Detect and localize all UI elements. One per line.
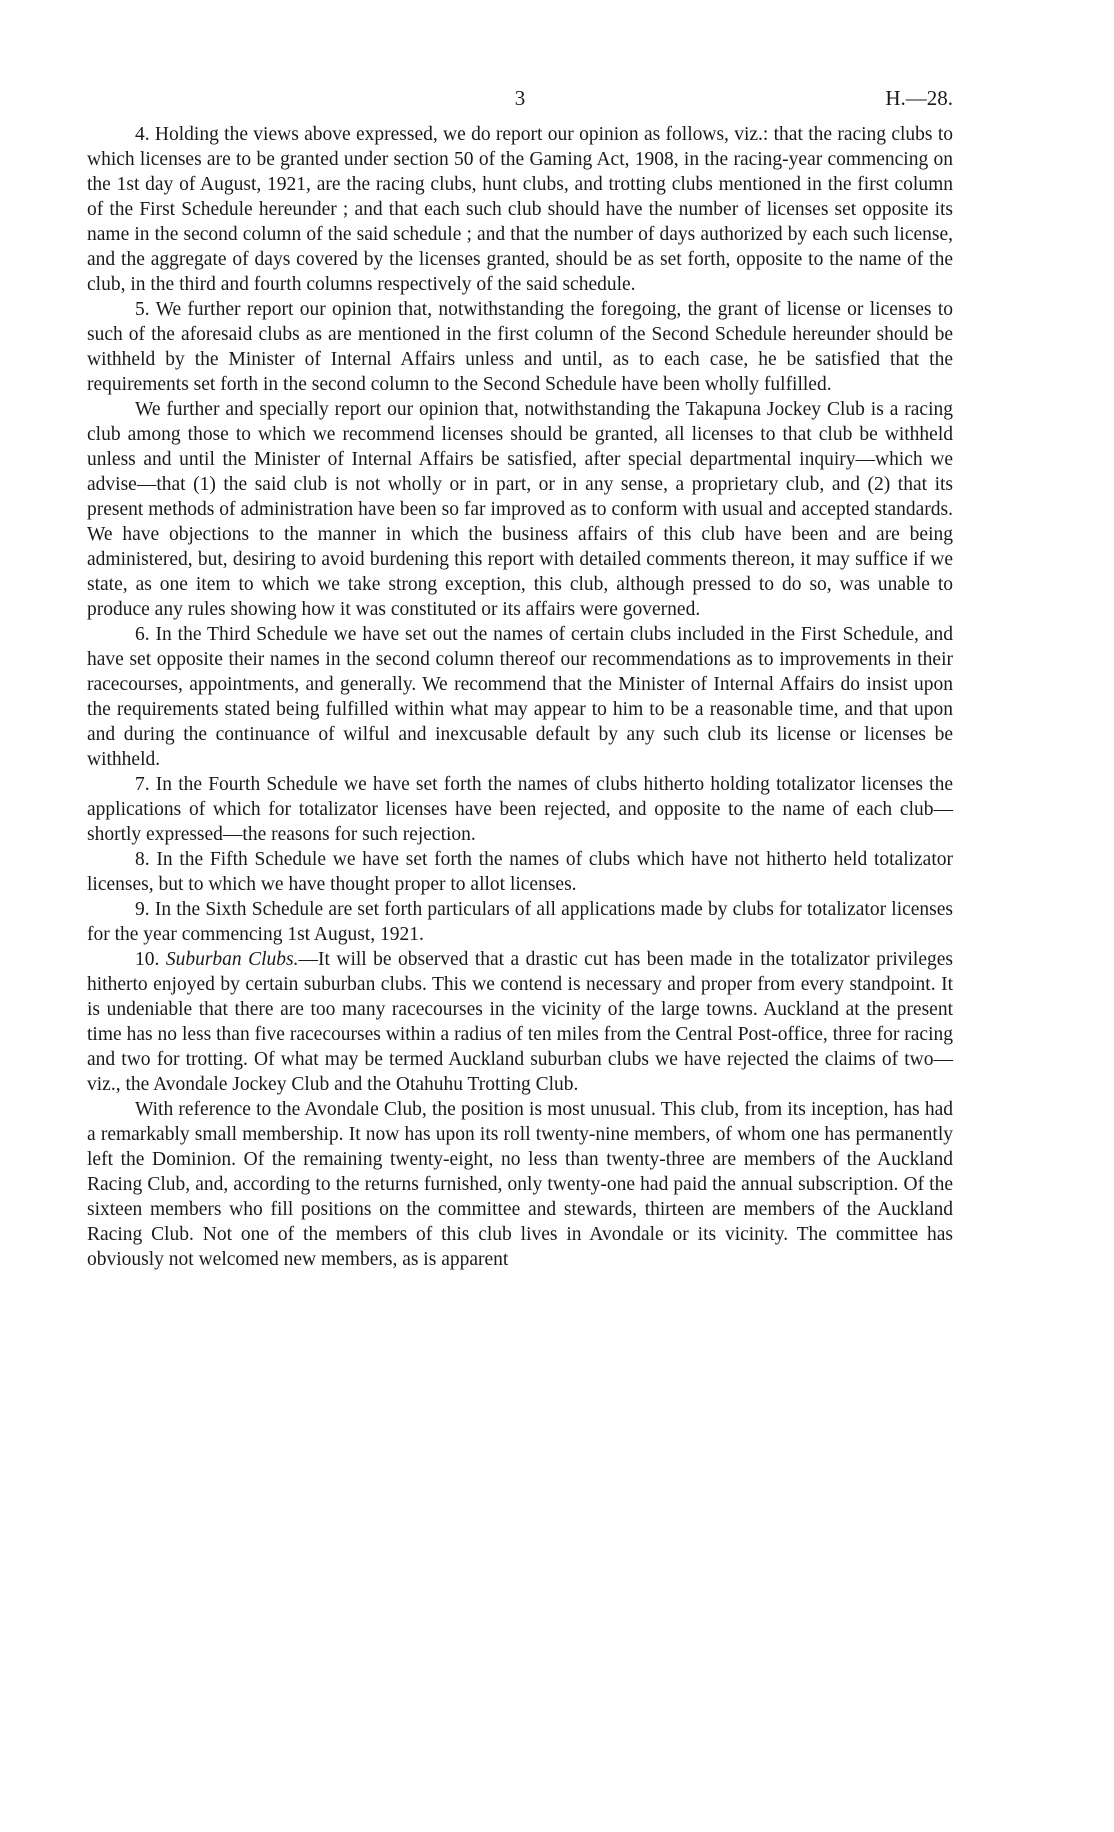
paragraph-5-continued: We further and specially report our opinion that, notwithstanding the Takapuna Jockey Club is a racing club among those to which we recommend licenses should be granted, all licenses to that club be withheld unless and until the Minister of Internal Affairs be satisfied, after special departmental inquiry—which we advise—that (1) the said club is not wholly or in part, or in any sense, a proprietary club, and (2) that its present methods of administration have been so far improved as to conform with usual and accepted standards. We have objections to the manner in which the business affairs of this club have been and are being administered, but, desiring to avoid burdening this report with detailed comments thereon, it may suffice if we state, as one item to which we take strong exception, this club, although pressed to do so, was unable to produce any rules showing how it was constituted or its affairs were governed.: [87, 399, 953, 620]
paragraph-5: 5. We further report our opinion that, notwithstanding the foregoing, the grant of license or licenses to such of the aforesaid clubs as are mentioned in the first column of the Second Schedule hereunder should be withheld by the Minister of Internal Affairs unless and until, as to each case, he be satisfied that the requirements set forth in the second column to the Second Schedule have been wholly fulfilled.: [87, 299, 953, 395]
paragraph-10: [87, 947, 953, 1097]
section-heading: Suburban Clubs.: [165, 949, 299, 970]
paragraph-7: 7. In the Fourth Schedule we have set forth the names of clubs hitherto holding totalizator licenses the applications of which for totalizator licenses have been rejected, and opposite to the name of each club—shortly expressed—the reasons for such rejection.: [87, 774, 953, 845]
body-text: [87, 122, 953, 1272]
paragraph-9: 9. In the Sixth Schedule are set forth particulars of all applications made by clubs for totalizator licenses for the year commencing 1st August, 1921.: [87, 899, 953, 945]
paragraph-4: 4. Holding the views above expressed, we do report our opinion as follows, viz.: that the racing clubs to which licenses are to be granted under section 50 of the Gaming Act, 1908, in the racing-year commencing on the 1st day of August, 1921, are the racing clubs, hunt clubs, and trotting clubs mentioned in the first column of the First Schedule hereunder ; and that each such club should have the number of licenses set opposite its name in the second column of the said schedule ; and that the number of days authorized by each such license, and the aggregate of days covered by the licenses granted, should be as set forth, opposite to the name of the club, in the third and fourth columns respectively of the said schedule.: [87, 124, 953, 295]
page-number: 3: [514, 86, 526, 110]
page-header: [87, 82, 953, 122]
paragraph-10-continued: With reference to the Avondale Club, the position is most unusual. This club, from its inception, has had a remarkably small membership. It now has upon its roll twenty-nine members, of whom one has permanently left the Dominion. Of the remaining twenty-eight, no less than twenty-three are members of the Auckland Racing Club, and, according to the returns furnished, only twenty-one had paid the annual subscription. Of the sixteen members who fill positions on the committee and stewards, thirteen are members of the Auckland Racing Club. Not one of the members of this club lives in Avondale or its vicinity. The committee has obviously not welcomed new members, as is apparent: [87, 1099, 953, 1270]
paragraph-8: 8. In the Fifth Schedule we have set forth the names of clubs which have not hitherto held totalizator licenses, but to which we have thought proper to allot licenses.: [87, 849, 953, 895]
paragraph-10-text: —It will be observed that a drastic cut has been made in the totalizator privileges hitherto enjoyed by certain suburban clubs. This we contend is necessary and proper from every standpoint. It is undeniable that there are too many racecourses in the vicinity of the large towns. Auckland at the present time has no less than five racecourses within a radius of ten miles from the Central Post-office, three for racing and two for trotting. Of what may be termed Auckland suburban clubs we have rejected the claims of two—viz., the Avondale Jockey Club and the Otahuhu Trotting Club.: [87, 949, 953, 1095]
document-reference: H.—28.: [885, 86, 953, 110]
document-page: [87, 82, 953, 1272]
paragraph-6: 6. In the Third Schedule we have set out the names of certain clubs included in the First Schedule, and have set opposite their names in the second column thereof our recommendations as to improvements in their racecourses, appointments, and generally. We recommend that the Minister of Internal Affairs do insist upon the requirements stated being fulfilled within what may appear to him to be a reasonable time, and that upon and during the continuance of wilful and inexcusable default by any such club its license or licenses be withheld.: [87, 624, 953, 770]
paragraph-number: 10.: [135, 949, 160, 970]
